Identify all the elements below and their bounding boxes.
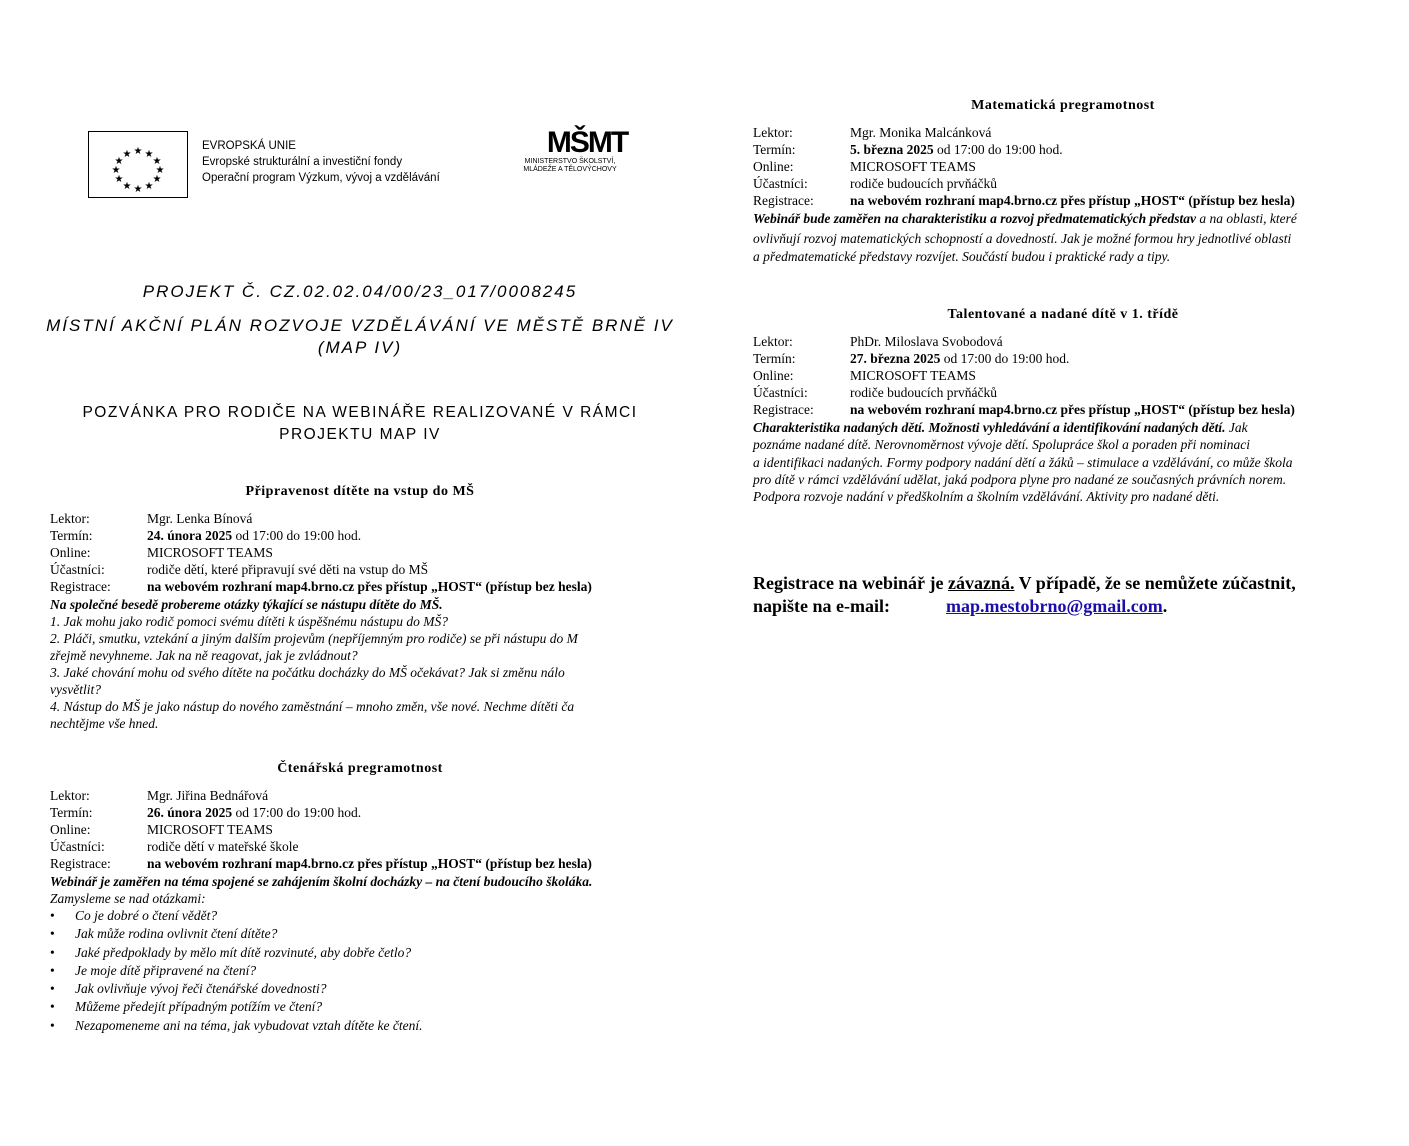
- s1-questions: [50, 613, 657, 732]
- eu-funds: Evropské strukturální a investiční fondy: [202, 156, 403, 168]
- s2-online: MICROSOFT TEAMS: [147, 822, 273, 837]
- s1-line: 4. Nástup do MŠ je jako nástup do nového zaměstnání – mnoho změn, vše nové. Nechme dítěti ča: [50, 699, 575, 714]
- s4-desc-bold: Charakteristika nadaných dětí. Možnosti vyhledávání a identifikování nadaných dětí.: [753, 420, 1226, 435]
- svg-text:★: ★: [152, 174, 162, 185]
- invitation-line1: POZVÁNKA PRO RODIČE NA WEBINÁŘE REALIZOVANÉ V RÁMCI: [82, 404, 638, 421]
- svg-text:★: ★: [122, 149, 132, 160]
- s3-ucastnici: rodiče budoucích prvňáčků: [850, 176, 997, 191]
- lektor-label: Lektor:: [50, 511, 90, 526]
- svg-text:★: ★: [152, 156, 162, 167]
- s3-termin-row: [753, 141, 1063, 158]
- s4-ucastnici: rodiče budoucích prvňáčků: [850, 385, 997, 400]
- s4-ucastnici-row: [753, 384, 997, 401]
- svg-text:★: ★: [155, 165, 165, 176]
- svg-text:★: ★: [133, 146, 143, 157]
- project-name-line2: (MAP IV): [317, 338, 403, 357]
- s1-registrace-row: [50, 578, 592, 595]
- s2-bullet-list: [50, 907, 423, 1035]
- eu-stars-icon: [89, 132, 187, 197]
- termin-label: Termín:: [753, 351, 796, 366]
- s3-date: 5. března 2025: [850, 142, 934, 157]
- s3-desc-line2: ovlivňují rozvoj matematických schopností a dovedností. Jak je možné formou hry jednotlivé oblasti: [753, 231, 1292, 246]
- msmt-name-2: MLÁDEŽE A TĚLOVÝCHOVY: [523, 166, 617, 173]
- list-item: • Co je dobré o čtení vědět?: [50, 907, 423, 925]
- s4-desc-line5: Podpora rozvoje nadání v předškolním a školním vzdělávání. Aktivity pro nadané děti.: [753, 489, 1220, 504]
- registrace-label: Registrace:: [753, 193, 814, 208]
- s1-intro: Na společné besedě probereme otázky týkající se nástupu dítěte do MŠ.: [50, 597, 443, 612]
- svg-text:★: ★: [114, 156, 124, 167]
- s2-date: 26. února 2025: [147, 805, 233, 820]
- registration-notice: [753, 572, 1393, 618]
- list-item: • Můžeme předejít případným potížím ve čtení?: [50, 998, 423, 1016]
- online-label: Online:: [753, 159, 794, 174]
- s4-desc-line2: poznáme nadané dítě. Nerovnoměrnost vývoje dětí. Spolupráce škol a poraden při nominaci: [753, 437, 1251, 452]
- s4-desc-rest: Jak: [1225, 420, 1248, 435]
- s4-termin-row: [753, 350, 1069, 367]
- email-link[interactable]: map.mestobrno@gmail.com: [946, 596, 1163, 616]
- s4-registrace-row: [753, 401, 1295, 418]
- reg-part1: Registrace na webinář je: [753, 573, 948, 593]
- ucastnici-label: Účastníci:: [50, 562, 105, 577]
- reg-email-label: napište na e-mail:: [753, 596, 890, 616]
- msmt-mark: MŠMT: [546, 126, 628, 159]
- invitation-line2: PROJEKTU MAP IV: [279, 426, 441, 443]
- s1-ucastnici-row: [50, 561, 428, 578]
- svg-text:★: ★: [144, 181, 154, 192]
- lektor-label: Lektor:: [753, 334, 793, 349]
- reg-binding: závazná.: [947, 573, 1015, 593]
- s1-line: nechtějme vše hned.: [50, 716, 159, 731]
- svg-text:★: ★: [111, 165, 121, 176]
- online-label: Online:: [753, 368, 794, 383]
- s3-ucastnici-row: [753, 175, 997, 192]
- section1-heading: Připravenost dítěte na vstup do MŠ: [245, 484, 475, 499]
- s1-termin-row: [50, 527, 361, 544]
- s3-online-row: [753, 158, 976, 175]
- svg-text:★: ★: [144, 149, 154, 160]
- s3-desc-rest: a na oblasti, které: [1196, 211, 1297, 226]
- lektor-label: Lektor:: [50, 788, 90, 803]
- termin-label: Termín:: [50, 805, 93, 820]
- s2-registrace-row: [50, 855, 592, 872]
- s1-online: MICROSOFT TEAMS: [147, 545, 273, 560]
- eu-flag-logo: [88, 131, 188, 198]
- s1-registrace: na webovém rozhraní map4.brno.cz přes přístup „HOST“ (přístup bez hesla): [147, 579, 592, 594]
- lektor-label: Lektor:: [753, 125, 793, 140]
- s2-ucastnici: rodiče dětí v mateřské škole: [147, 839, 299, 854]
- eu-title: EVROPSKÁ UNIE: [202, 140, 296, 152]
- online-label: Online:: [50, 822, 91, 837]
- s2-lead: Zamysleme se nad otázkami:: [50, 891, 206, 906]
- s1-ucastnici: rodiče dětí, které připravují své děti na vstup do MŠ: [147, 562, 429, 577]
- s2-lektor-row: [50, 787, 268, 804]
- project-number: PROJEKT Č. CZ.02.02.04/00/23_017/0008245: [142, 282, 578, 301]
- msmt-name-1: MINISTERSTVO ŠKOLSTVÍ,: [524, 158, 616, 165]
- list-item: • Jak ovlivňuje vývoj řeči čtenářské dovednosti?: [50, 980, 423, 998]
- s1-lektor-row: [50, 510, 252, 527]
- s4-lektor: PhDr. Miloslava Svobodová: [850, 334, 1003, 349]
- s2-registrace: na webovém rozhraní map4.brno.cz přes přístup „HOST“ (přístup bez hesla): [147, 856, 592, 871]
- s1-online-row: [50, 544, 273, 561]
- registrace-label: Registrace:: [753, 402, 814, 417]
- msmt-logo: [500, 128, 640, 200]
- registrace-label: Registrace:: [50, 579, 111, 594]
- s3-time: od 17:00 do 19:00 hod.: [933, 142, 1063, 157]
- registration-line1: [753, 572, 1393, 595]
- reg-period: .: [1162, 596, 1168, 616]
- s3-lektor-row: [753, 124, 991, 141]
- s2-time: od 17:00 do 19:00 hod.: [232, 805, 362, 820]
- s2-termin-row: [50, 804, 361, 821]
- s1-line: zřejmě nevyhneme. Jak na ně reagovat, jak je zvládnout?: [50, 648, 358, 663]
- s3-online: MICROSOFT TEAMS: [850, 159, 976, 174]
- s1-line: vysvětlit?: [50, 682, 101, 697]
- online-label: Online:: [50, 545, 91, 560]
- s4-online-row: [753, 367, 976, 384]
- list-item: • Nezapomeneme ani na téma, jak vybudovat vztah dítěte ke čtení.: [50, 1017, 423, 1035]
- s3-registrace: na webovém rozhraní map4.brno.cz přes přístup „HOST“ (přístup bez hesla): [850, 193, 1295, 208]
- s2-intro: Webinář je zaměřen na téma spojené se zahájením školní docházky – na čtení budoucího školáka.: [50, 874, 593, 889]
- s2-lektor: Mgr. Jiřina Bednářová: [147, 788, 269, 803]
- termin-label: Termín:: [50, 528, 93, 543]
- svg-text:★: ★: [114, 174, 124, 185]
- ucastnici-label: Účastníci:: [753, 176, 808, 191]
- s4-online: MICROSOFT TEAMS: [850, 368, 976, 383]
- svg-text:★: ★: [122, 181, 132, 192]
- s1-line: 3. Jaké chování mohu od svého dítěte na počátku docházky do MŠ očekávat? Jak si změnu nálo: [50, 665, 565, 680]
- svg-text:★: ★: [133, 184, 143, 195]
- eu-program: Operační program Výzkum, vývoj a vzdělávání: [202, 172, 440, 184]
- section4-heading: Talentované a nadané dítě v 1. třídě: [947, 307, 1179, 322]
- s1-line: 2. Pláči, smutku, vztekání a jiným dalším projevům (nepříjemným pro rodiče) se při nástupu do M: [50, 631, 578, 646]
- s1-date: 24. února 2025: [147, 528, 233, 543]
- reg-part3: V případě, že se nemůžete zúčastnit,: [1014, 573, 1296, 593]
- s1-lektor: Mgr. Lenka Bínová: [147, 511, 253, 526]
- ucastnici-label: Účastníci:: [753, 385, 808, 400]
- s4-desc-line3: a identifikaci nadaných. Formy podpory nadání dětí a žáků – stimulace a vzdělávání, co může škola: [753, 455, 1293, 470]
- s3-lektor: Mgr. Monika Malcánková: [850, 125, 992, 140]
- list-item: • Jaké předpoklady by mělo mít dítě rozvinuté, aby dobře četlo?: [50, 944, 423, 962]
- project-name-line1: MÍSTNÍ AKČNÍ PLÁN ROZVOJE VZDĚLÁVÁNÍ VE MĚSTĚ BRNĚ IV: [46, 316, 674, 335]
- s4-desc-line4: pro dítě v rámci vzdělávání udělat, jaká podpora plyne pro nadané ze současných právních norem.: [753, 472, 1287, 487]
- list-item: • Jak může rodina ovlivnit čtení dítěte?: [50, 925, 423, 943]
- s3-registrace-row: [753, 192, 1295, 209]
- s4-date: 27. března 2025: [850, 351, 941, 366]
- registrace-label: Registrace:: [50, 856, 111, 871]
- s3-desc-bold: Webinář bude zaměřen na charakteristiku a rozvoj předmatematických představ: [753, 211, 1196, 226]
- s3-desc-line1: [753, 210, 1297, 227]
- ucastnici-label: Účastníci:: [50, 839, 105, 854]
- s4-lektor-row: [753, 333, 1003, 350]
- termin-label: Termín:: [753, 142, 796, 157]
- registration-line2: [753, 595, 1393, 618]
- section3-heading: Matematická pregramotnost: [971, 98, 1155, 113]
- list-item: • Je moje dítě připravené na čtení?: [50, 962, 423, 980]
- s3-desc-line3: a předmatematické představy rozvíjet. Součástí budou i praktické rady a tipy.: [753, 249, 1171, 264]
- s1-line: 1. Jak mohu jako rodič pomoci svému dítěti k úspěšnému nástupu do MŠ?: [50, 614, 449, 629]
- section2-heading: Čtenářská pregramotnost: [277, 761, 443, 776]
- s4-desc-line1: [753, 419, 1248, 436]
- s2-ucastnici-row: [50, 838, 298, 855]
- eu-text-block: [202, 138, 440, 186]
- s4-time: od 17:00 do 19:00 hod.: [940, 351, 1070, 366]
- s1-time: od 17:00 do 19:00 hod.: [232, 528, 362, 543]
- s2-online-row: [50, 821, 273, 838]
- s4-registrace: na webovém rozhraní map4.brno.cz přes přístup „HOST“ (přístup bez hesla): [850, 402, 1295, 417]
